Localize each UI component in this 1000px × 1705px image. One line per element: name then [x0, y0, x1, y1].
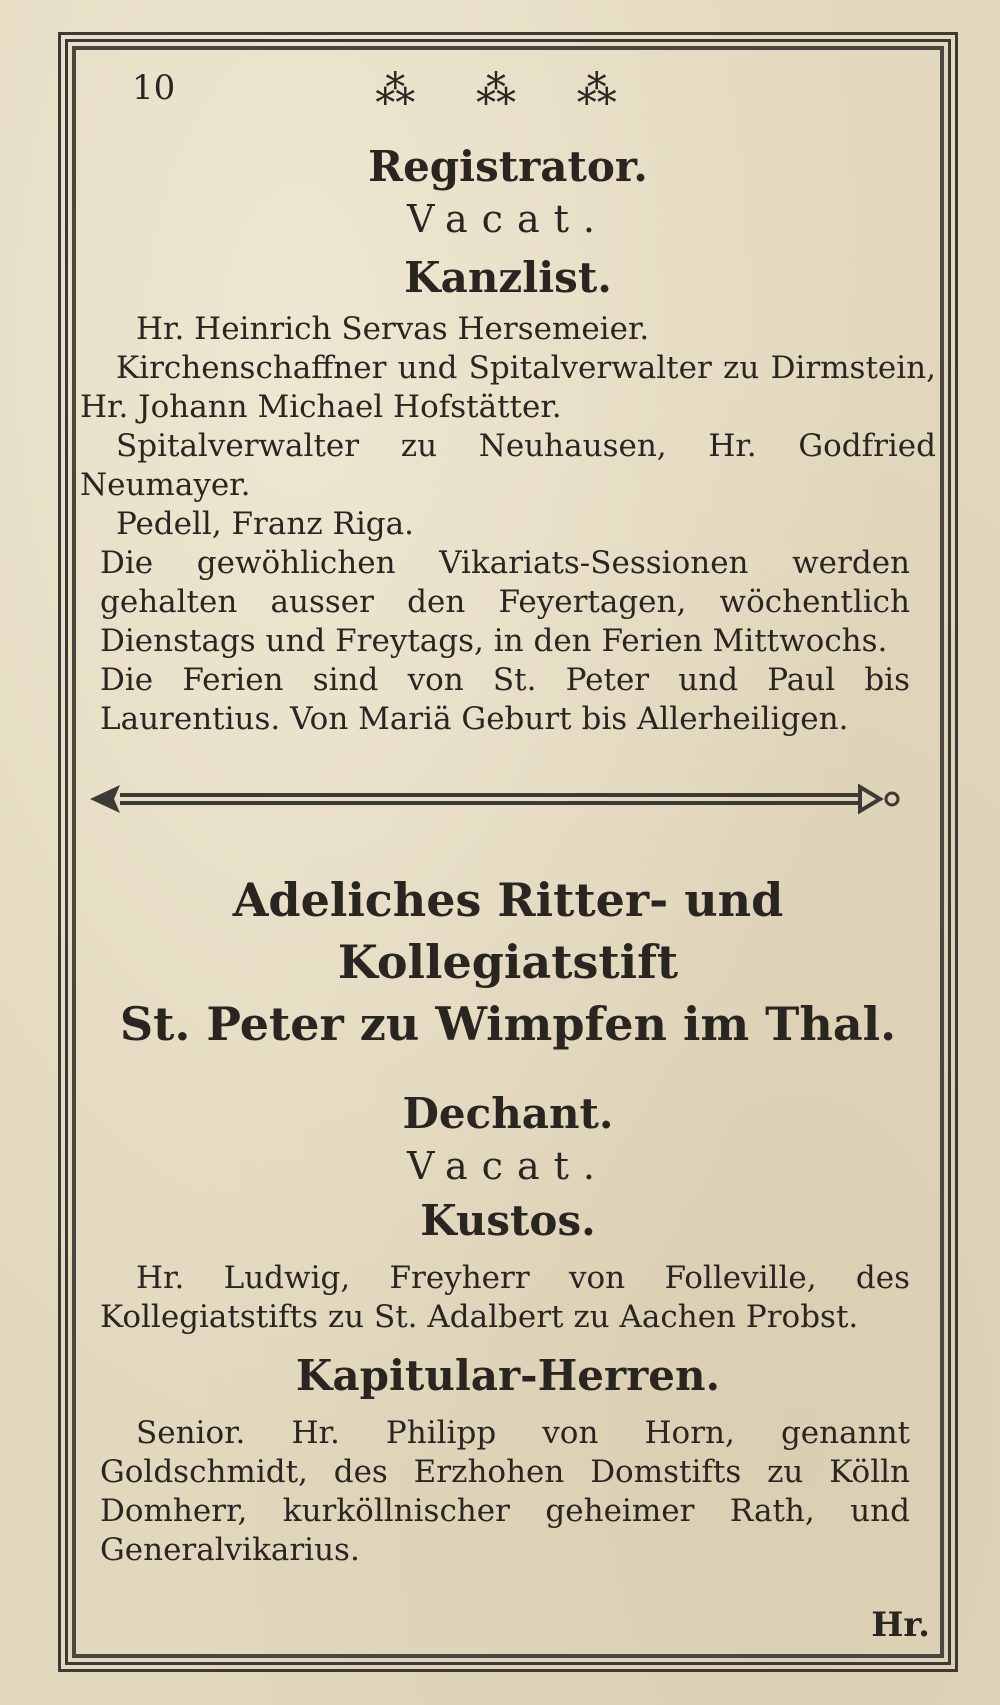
dechant-heading: Dechant.: [402, 1089, 614, 1138]
entry-pedell: Pedell, Franz Riga.: [116, 506, 414, 542]
kustos-entry: Hr. Ludwig, Freyherr von Folleville, des Kollegiatstifts zu St. Adalbert zu Aachen Probst.: [100, 1260, 910, 1335]
asterism-ornament-icon: ⁂ ⁂ ⁂: [375, 68, 641, 114]
page-number: 10: [132, 68, 176, 108]
entry-hofstaetter: Kirchenschaffner und Spitalverwalter zu Dirmstein, Hr. Johann Michael Hofstätter.: [80, 350, 936, 425]
entry-neumayer: Spitalverwalter zu Neuhausen, Hr. Godfried Neumayer.: [80, 428, 936, 503]
registrator-heading: Registrator.: [368, 142, 648, 191]
entry-sessionen: Die gewöhlichen Vikariats-Sessionen werden gehalten ausser den Feyertagen, wöchentlich Dienstags und Freytags, in den Ferien Mittwochs.: [100, 545, 910, 659]
page-header: [80, 60, 936, 130]
entry-ferien: Die Ferien sind von St. Peter und Paul bis Laurentius. Von Mariä Geburt bis Allerheiligen.: [100, 662, 910, 737]
kapitular-heading: Kapitular-Herren.: [295, 1351, 721, 1400]
stift-title-line1: Adeliches Ritter- und Kollegiatstift: [232, 873, 784, 989]
ornamental-divider-icon: [80, 779, 936, 819]
kanzlist-heading: Kanzlist.: [404, 253, 612, 302]
registrator-vacat: Vacat.: [407, 197, 609, 241]
senior-entry: Senior. Hr. Philipp von Horn, genannt Goldschmidt, des Erzhohen Domstifts zu Kölln Domherr, kurköllnischer geheimer Rath, und Generalvikarius.: [100, 1415, 910, 1568]
stift-title-line2: St. Peter zu Wimpfen im Thal.: [119, 997, 897, 1051]
stift-section: [80, 869, 936, 1570]
page-content: [80, 60, 936, 1660]
dechant-vacat: Vacat.: [407, 1144, 609, 1188]
catchword: Hr.: [871, 1605, 930, 1645]
entry-hersemeier: Hr. Heinrich Servas Hersemeier.: [136, 311, 650, 347]
kustos-heading: Kustos.: [420, 1196, 596, 1245]
